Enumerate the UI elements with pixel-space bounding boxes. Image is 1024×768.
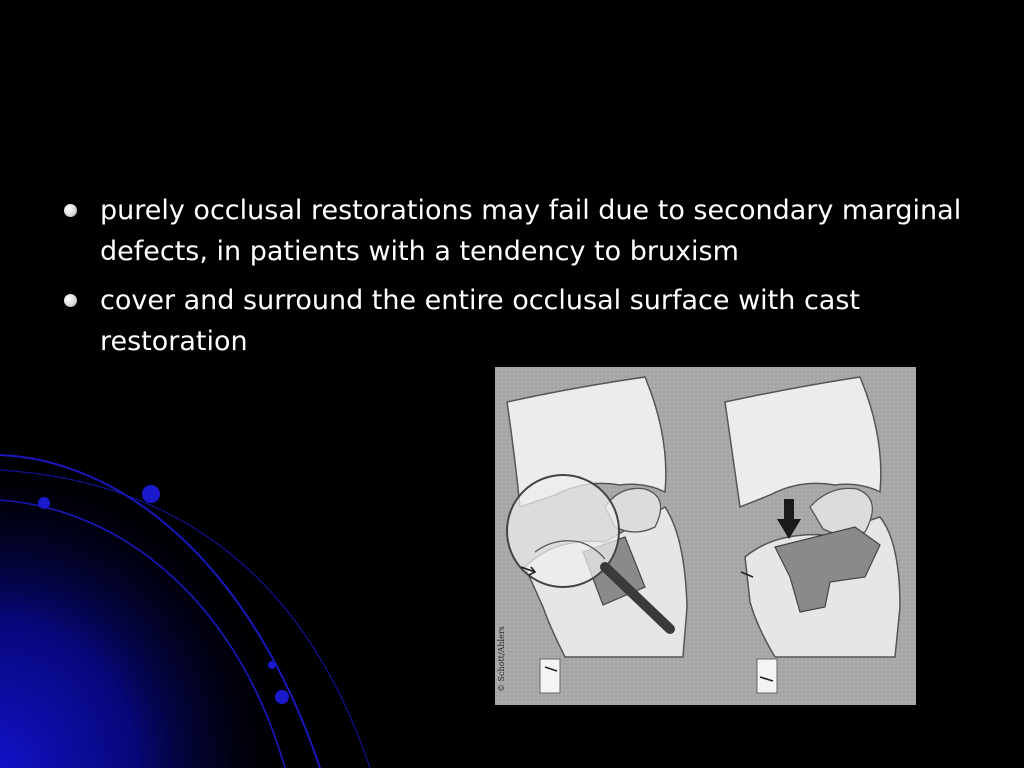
bullet-text: cover and surround the entire occlusal surface with cast restoration [100, 285, 860, 357]
decor-dot [268, 661, 276, 669]
decor-dot [275, 690, 289, 704]
bullet-text: purely occlusal restorations may fail due to secondary marginal defects, in patients with a tendency to bruxism [100, 195, 962, 267]
bullet-dot-icon [64, 204, 77, 217]
bullet-list [60, 190, 980, 370]
dental-restoration-illustration [495, 367, 916, 705]
bullet-item [60, 190, 980, 272]
decor-dot [38, 497, 50, 509]
bullet-item [60, 280, 980, 362]
decor-dot [142, 485, 160, 503]
figure-credit: © Schott/Ahlers [497, 626, 506, 692]
bullet-dot-icon [64, 294, 77, 307]
